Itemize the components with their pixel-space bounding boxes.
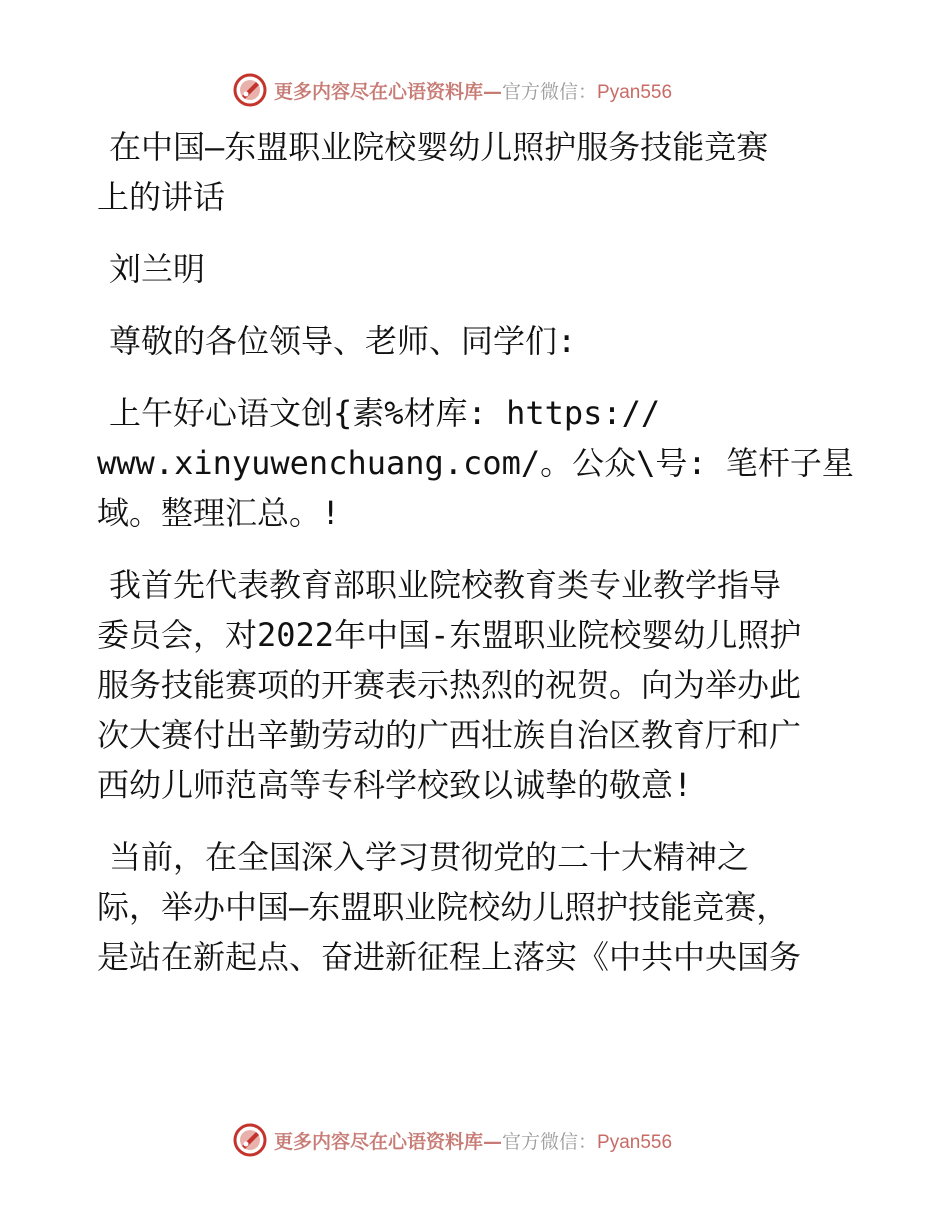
stamp-logo-icon: [232, 72, 268, 108]
salutation: [97, 316, 857, 366]
para1-line-1: 上午好心语文创{素%材库: https://: [109, 394, 661, 432]
stamp-logo-icon: [232, 1122, 268, 1158]
title-line-2: 上的讲话: [97, 178, 226, 216]
banner-text: [274, 77, 672, 104]
banner-wechat-label: 官方微信：: [502, 1130, 598, 1153]
document-title: [97, 122, 857, 222]
para3-line-1: 当前，在全国深入学习贯彻党的二十大精神之: [109, 838, 750, 876]
banner-dash: —: [483, 80, 503, 103]
para2-line-3: 服务技能赛项的开赛表示热烈的祝贺。向为举办此: [97, 666, 802, 704]
para2-line-4: 次大赛付出辛勤劳动的广西壮族自治区教育厅和广: [97, 716, 802, 754]
banner-text: [274, 1127, 672, 1154]
para1-line-3: 域。整理汇总。!: [97, 494, 341, 532]
footer-banner: [232, 1120, 672, 1160]
para2-line-1: 我首先代表教育部职业院校教育类专业教学指导: [109, 566, 782, 604]
para2-line-2: 委员会，对2022年中国-东盟职业院校婴幼儿照护: [97, 616, 802, 654]
para1-line-2: www.xinyuwenchuang.com/。公众\号: 笔杆子星: [97, 444, 854, 482]
para3-line-3: 是站在新起点、奋进新征程上落实《中共中央国务: [97, 938, 802, 976]
header-banner: [232, 70, 672, 110]
document-body: [97, 122, 857, 982]
title-line-1: 在中国—东盟职业院校婴幼儿照护服务技能竞赛: [109, 128, 769, 166]
para3-line-2: 际，举办中国—东盟职业院校幼儿照护技能竞赛，: [97, 888, 789, 926]
banner-wechat-id: Pyan556: [597, 1131, 673, 1153]
banner-dash: —: [483, 1130, 503, 1153]
author-name: [97, 244, 857, 294]
banner-slogan: 更多内容尽在心语资料库: [274, 80, 484, 103]
paragraph-1: [97, 388, 857, 538]
paragraph-2: [97, 560, 857, 810]
salutation-line: 尊敬的各位领导、老师、同学们:: [109, 322, 577, 360]
banner-wechat-label: 官方微信：: [502, 80, 598, 103]
banner-wechat-id: Pyan556: [597, 81, 673, 103]
author-line: 刘兰明: [109, 250, 206, 288]
paragraph-3: [97, 832, 857, 982]
para2-line-5: 西幼儿师范高等专科学校致以诚挚的敬意!: [97, 766, 693, 804]
banner-slogan: 更多内容尽在心语资料库: [274, 1130, 484, 1153]
